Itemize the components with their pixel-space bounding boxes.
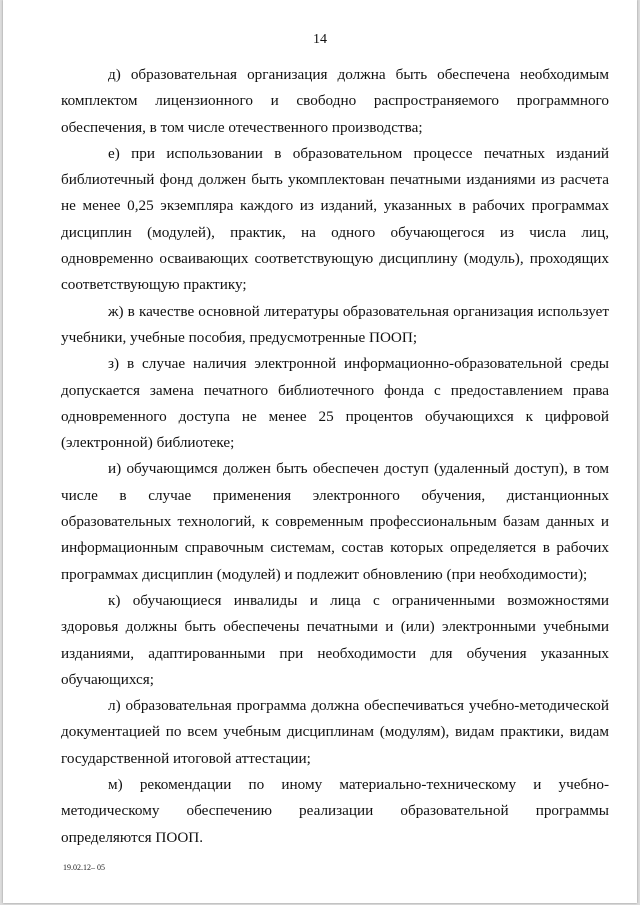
- paragraph-i: и) обучающимся должен быть обеспечен доступ (удаленный доступ), в том числе в случае применения электронного обучения, дистанционных образовательных технологий, к современным профессиональным базам данных и информационным справочным системам, состав которых определяется в рабочих программах дисциплин (модулей) и подлежит обновлению (при необходимости);: [61, 460, 609, 583]
- paragraph-e: е) при использовании в образовательном процессе печатных изданий библиотечный фонд должен быть укомплектован печатными изданиями из расчета не менее 0,25 экземпляра каждого из изданий, указанных в рабочих программах дисциплин (модулей), практик, на одного обучающегося из числа лиц, одновременно осваивающих соответствующую дисциплину (модуль), проходящих соответствующую практику;: [61, 144, 609, 294]
- paragraph-k: к) обучающиеся инвалиды и лица с ограниченными возможностями здоровья должны быть обеспечены печатными и (или) электронными учебными изданиями, адаптированными при необходимости для обучения указанных обучающихся;: [61, 591, 609, 688]
- document-page: [3, 0, 637, 903]
- paragraph-z: з) в случае наличия электронной информационно-образовательной среды допускается замена печатного библиотечного фонда с предоставлением права одновременного доступа не менее 25 процентов обучающихся к цифровой (электронной) библиотеке;: [61, 355, 609, 452]
- footer-code: 19.02.12– 05: [63, 863, 105, 872]
- document-body: [61, 62, 609, 851]
- page-number: 14: [313, 32, 327, 47]
- paragraph-zh: ж) в качестве основной литературы образовательная организация использует учебники, учебные пособия, предусмотренные ПООП;: [61, 302, 609, 346]
- paragraph-d: д) образовательная организация должна быть обеспечена необходимым комплектом лицензионного и свободно распространяемого программного обеспечения, в том числе отечественного производства;: [61, 66, 609, 136]
- paragraph-m: м) рекомендации по иному материально-техническому и учебно-методическому обеспечению реализации образовательной программы определяются ПООП.: [61, 776, 609, 846]
- paragraph-l: л) образовательная программа должна обеспечиваться учебно-методической документацией по всем учебным дисциплинам (модулям), видам практики, видам государственной итоговой аттестации;: [61, 697, 609, 767]
